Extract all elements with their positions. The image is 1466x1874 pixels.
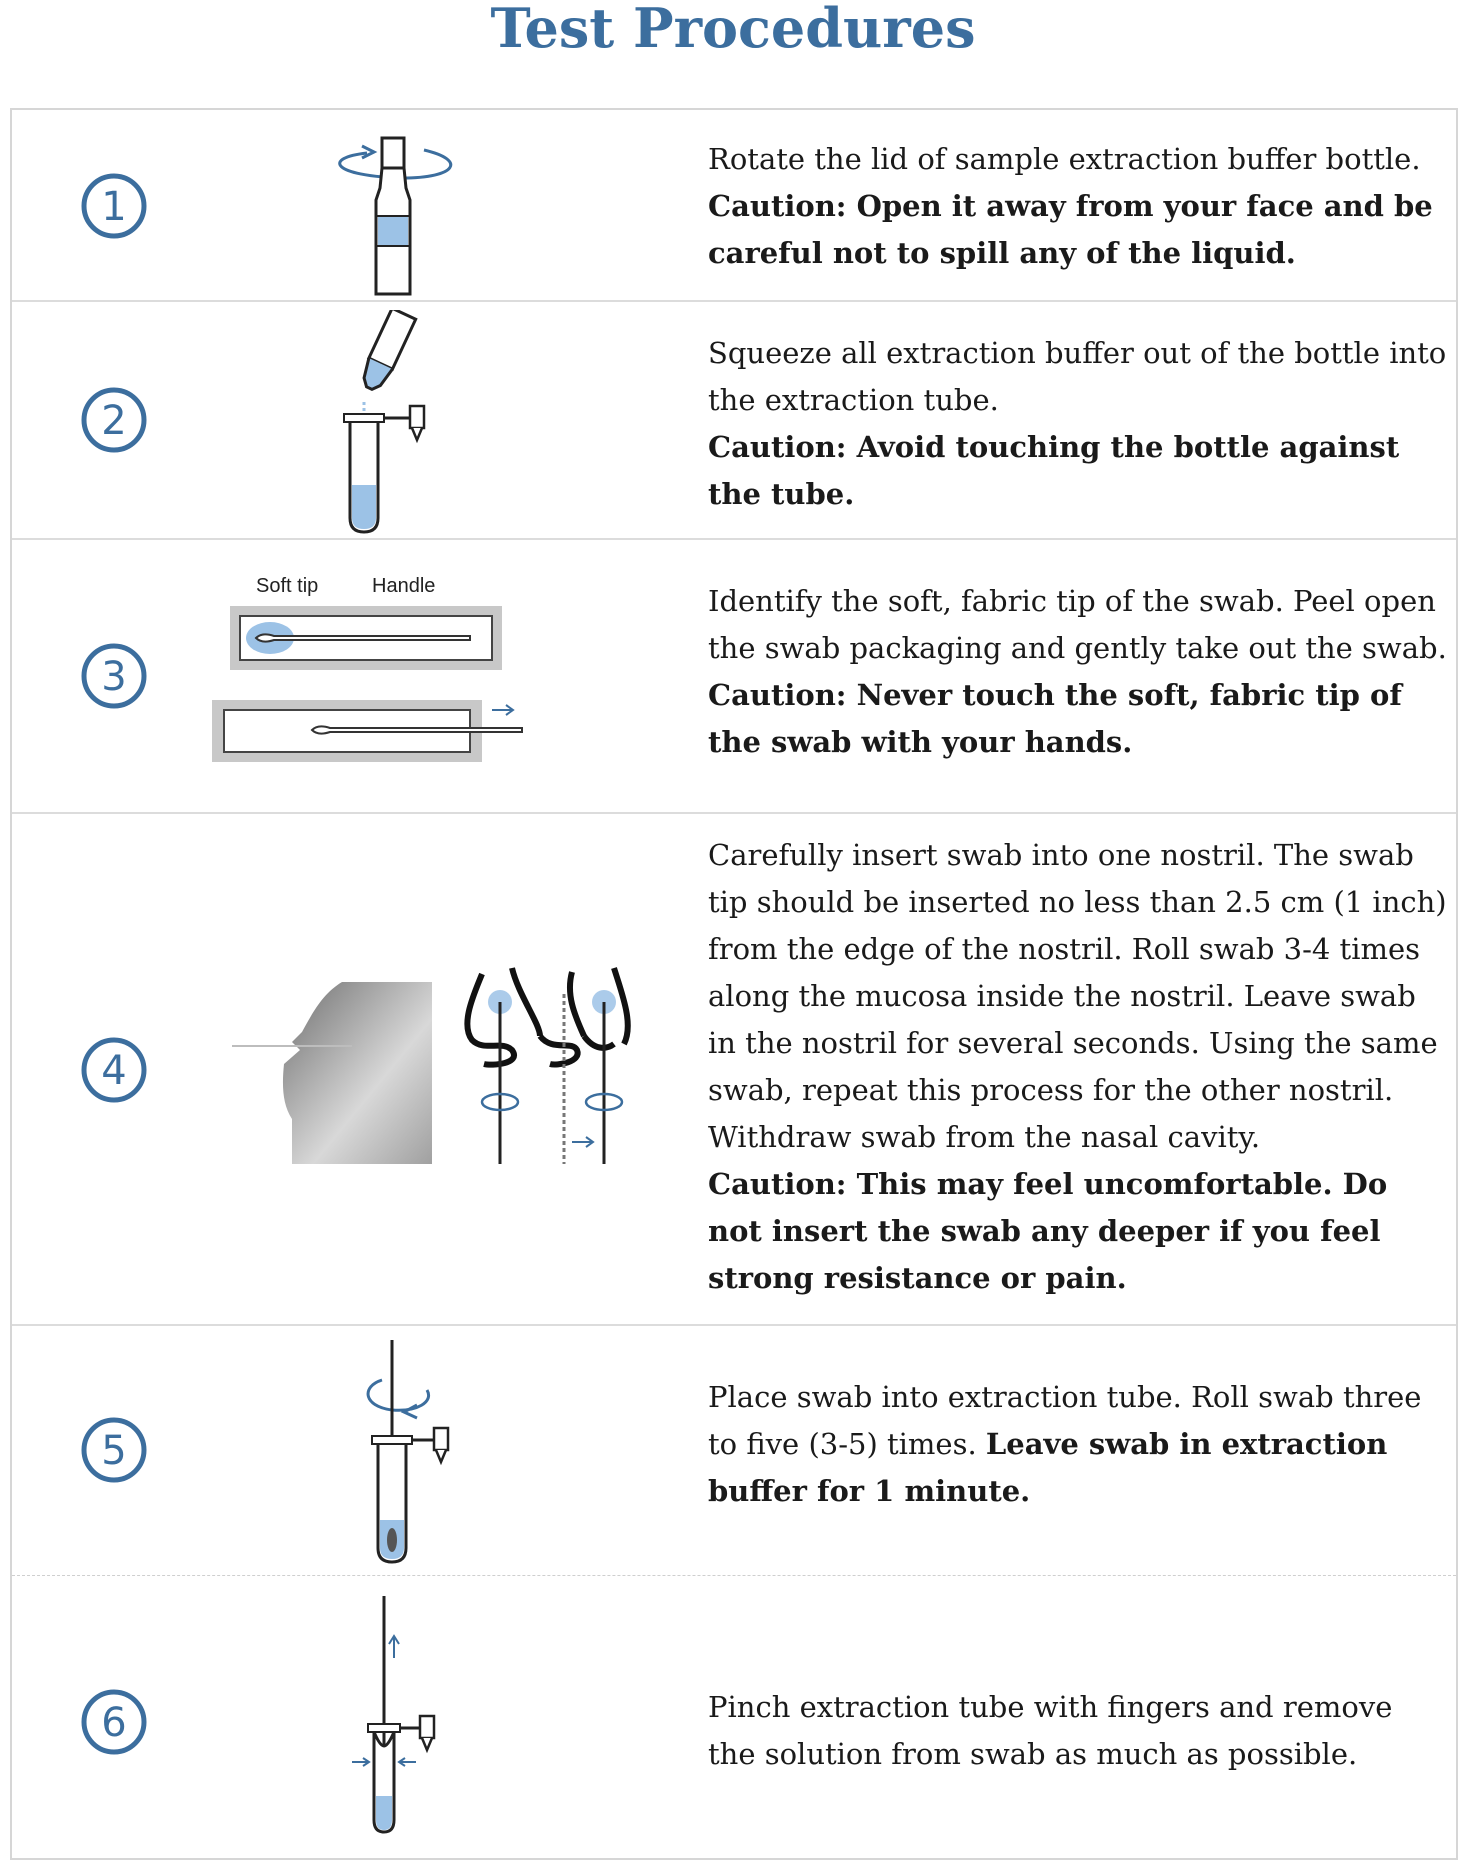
handle-label: Handle — [372, 575, 436, 597]
step-text-1 — [708, 136, 1448, 277]
step-row-4 — [12, 814, 1456, 1326]
swab-package-icon — [212, 570, 702, 806]
step-instruction-5-bold: Leave swab in extraction buffer for 1 minute. — [708, 1427, 1388, 1508]
step-instruction-5 — [708, 1374, 1448, 1515]
step-number-5 — [72, 1408, 156, 1492]
squeeze-buffer-into-tube-icon — [212, 310, 702, 536]
step-number-4 — [72, 1028, 156, 1112]
step-text-3 — [708, 578, 1448, 766]
step-text-2 — [708, 330, 1448, 518]
step-caution-2: Caution: Avoid touching the bottle against the tube. — [708, 430, 1400, 511]
step-instruction-6: Pinch extraction tube with fingers and remove the solution from swab as much as possible. — [708, 1690, 1393, 1771]
step-text-6 — [708, 1684, 1448, 1778]
step-caution-4: Caution: This may feel uncomfortable. Do not insert the swab any deeper if you feel strong resistance or pain. — [708, 1167, 1388, 1295]
step-row-2 — [12, 302, 1456, 540]
page-title: Test Procedures — [490, 0, 976, 60]
step-number-1-label: 1 — [101, 184, 127, 230]
step-text-5 — [708, 1374, 1448, 1515]
step-instruction-3: Identify the soft, fabric tip of the swab. Peel open the swab packaging and gently take out the swab. — [708, 584, 1447, 665]
step-row-5 — [12, 1326, 1456, 1576]
step-instruction-4: Carefully insert swab into one nostril. The swab tip should be inserted no less than 2.5 cm (1 inch) from the edge of the nostril. Roll swab 3-4 times along the mucosa inside the nostril. Leave swab in the nostril for several seconds. Using the same swab, repeat this process for the other nostril. Withdraw swab from the nasal cavity. — [708, 838, 1447, 1154]
soft-tip-label: Soft tip — [256, 575, 319, 597]
step-number-3-label: 3 — [101, 654, 127, 700]
step-row-6 — [12, 1576, 1456, 1858]
nasal-swab-insert-icon — [222, 954, 702, 1204]
step-text-4 — [708, 832, 1448, 1302]
step-caution-1: Caution: Open it away from your face and be careful not to spill any of the liquid. — [708, 189, 1433, 270]
step-row-3 — [12, 540, 1456, 814]
bottle-rotate-lid-icon — [212, 118, 702, 298]
step-instruction-5-main: Place swab into extraction tube. Roll swab three to five (3-5) times. — [708, 1380, 1422, 1461]
procedure-table — [10, 108, 1458, 1860]
pinch-tube-icon — [212, 1596, 702, 1836]
step-row-1 — [12, 110, 1456, 302]
step-number-2-label: 2 — [101, 398, 127, 444]
step-caution-3: Caution: Never touch the soft, fabric tip of the swab with your hands. — [708, 678, 1402, 759]
step-number-6 — [72, 1680, 156, 1764]
step-number-6-label: 6 — [101, 1700, 127, 1746]
step-number-3 — [72, 634, 156, 718]
step-number-4-label: 4 — [101, 1048, 127, 1094]
step-number-5-label: 5 — [101, 1428, 127, 1474]
swab-roll-in-tube-icon — [212, 1340, 702, 1570]
step-number-1 — [72, 164, 156, 248]
step-instruction-2: Squeeze all extraction buffer out of the bottle into the extraction tube. — [708, 336, 1447, 417]
step-instruction-1: Rotate the lid of sample extraction buffer bottle. — [708, 142, 1421, 176]
step-number-2 — [72, 378, 156, 462]
